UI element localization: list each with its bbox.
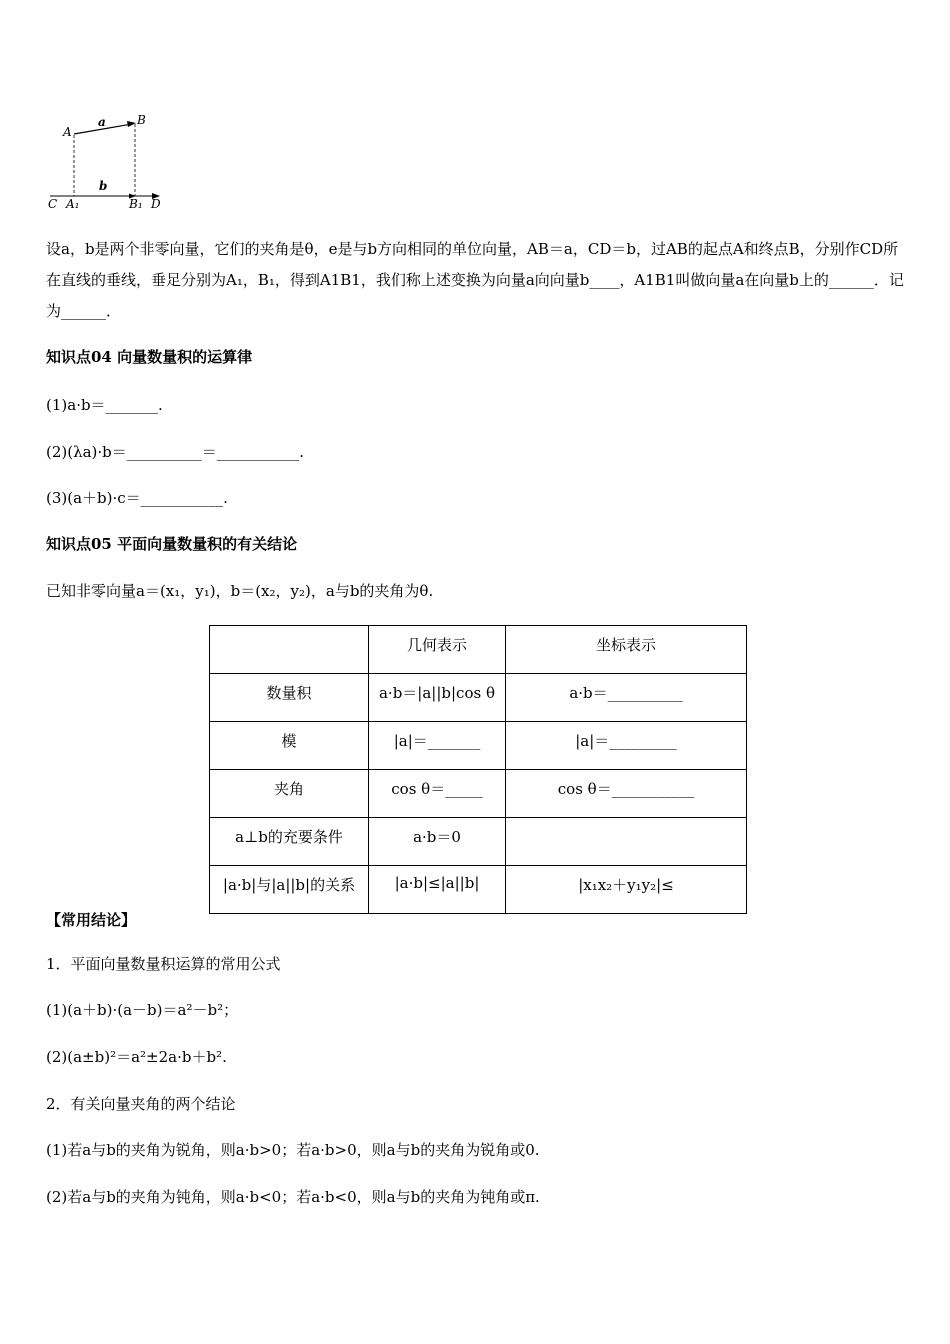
section-04-heading: 知识点04 向量数量积的运算律 [46, 348, 253, 366]
table-cell: a·b＝0 [369, 818, 506, 866]
law-3: (3)(a＋b)·c＝___________. [46, 489, 228, 507]
formula-2: (2)(a±b)²＝a²±2a·b＋b². [46, 1048, 227, 1066]
table-cell: |x₁x₂＋y₁y₂|≤ [506, 866, 747, 914]
projection-diagram [44, 108, 174, 212]
table-row [210, 770, 747, 818]
table-cell: 模 [210, 722, 369, 770]
label-B: B [137, 113, 146, 127]
table-row [210, 722, 747, 770]
common-conclusions-heading: 【常用结论】 [46, 911, 137, 929]
label-a: a [98, 115, 106, 129]
table-cell: |a|＝_______ [369, 722, 506, 770]
conclusion-2: (2)若a与b的夹角为钝角，则a·b<0；若a·b<0，则a与b的夹角为钝角或π. [46, 1188, 540, 1206]
table-cell: 夹角 [210, 770, 369, 818]
table-cell: cos θ＝_____ [369, 770, 506, 818]
law-1: (1)a·b＝_______. [46, 396, 163, 414]
label-A: A [63, 125, 72, 139]
table-header-row [210, 626, 747, 674]
table-cell: a·b＝|a||b|cos θ [369, 674, 506, 722]
table-cell: |a·b|与|a||b|的关系 [210, 866, 369, 914]
label-B1: B₁ [129, 197, 143, 211]
table-header-cell: 坐标表示 [506, 626, 747, 674]
table-cell [506, 818, 747, 866]
table-row [210, 866, 747, 914]
table-header-cell: 几何表示 [369, 626, 506, 674]
table-cell: |a·b|≤|a||b| [369, 866, 506, 914]
conclusion-1: (1)若a与b的夹角为锐角，则a·b>0；若a·b>0，则a与b的夹角为锐角或0. [46, 1141, 540, 1159]
common-item-2: 2．有关向量夹角的两个结论 [46, 1095, 236, 1113]
label-A1: A₁ [66, 197, 80, 211]
label-b: b [99, 179, 108, 193]
section-05-intro: 已知非零向量a＝(x₁，y₁)，b＝(x₂，y₂)，a与b的夹角为θ. [46, 582, 434, 600]
formula-1: (1)(a＋b)·(a－b)＝a²－b²； [46, 1001, 239, 1019]
table-cell: 数量积 [210, 674, 369, 722]
intro-paragraph: 设a，b是两个非零向量，它们的夹角是θ，e是与b方向相同的单位向量，AB＝a，CD＝b，过AB的起点A和终点B，分别作CD所在直线的垂线，垂足分别为A₁，B₁，得到A1B1，我们称上述变换为向量a向向量b____，A1B1叫做向量a在向量b上的______．记为______． [46, 240, 904, 320]
label-C: C [48, 197, 58, 211]
table-header-cell [210, 626, 369, 674]
table-row [210, 818, 747, 866]
table-cell: a·b＝__________ [506, 674, 747, 722]
table-row [210, 674, 747, 722]
common-item-1: 1．平面向量数量积运算的常用公式 [46, 955, 281, 973]
table-cell: |a|＝_________ [506, 722, 747, 770]
table-cell: a⊥b的充要条件 [210, 818, 369, 866]
law-2: (2)(λa)·b＝__________＝___________. [46, 443, 305, 461]
table-cell: cos θ＝___________ [506, 770, 747, 818]
section-05-heading: 知识点05 平面向量数量积的有关结论 [46, 535, 298, 553]
conclusions-table [209, 625, 747, 914]
label-D: D [151, 197, 161, 211]
